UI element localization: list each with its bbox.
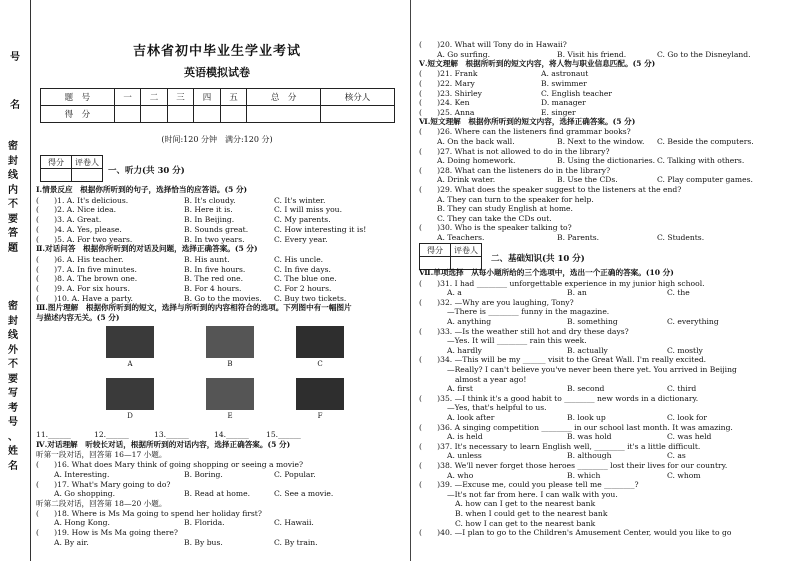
binding-strip bbox=[0, 0, 31, 561]
seal-char: 封 bbox=[8, 155, 18, 167]
question-part: ( )31. I had ________ unforgettable experience in my junior high school. bbox=[419, 278, 705, 288]
grader-name-cell: 评卷人 bbox=[72, 156, 103, 169]
picture-label: B bbox=[227, 360, 233, 368]
question-part: B. was hold bbox=[567, 432, 612, 442]
question-part: ( )34. —This will be my ______ visit to the Great Wall. I'm really excited. bbox=[419, 355, 707, 365]
seal-char: 线 bbox=[8, 330, 18, 341]
question-part: B. Go to the movies. bbox=[184, 293, 262, 303]
seal-char: 内 bbox=[8, 184, 18, 196]
score-head-cell: 总 分 bbox=[247, 89, 321, 106]
question-part: C. His uncle. bbox=[274, 254, 324, 264]
question-part: B. when I could get to the nearest bank bbox=[455, 509, 608, 518]
question-part: ( )29. What does the speaker suggest to the listeners at the end? bbox=[419, 185, 682, 194]
question-part: ( )18. Where is Ms Ma going to spend her holiday first? bbox=[36, 508, 262, 518]
question-part: ( )22. Mary bbox=[419, 78, 475, 88]
question-part: A. anything bbox=[447, 317, 492, 326]
question-part: A. is held bbox=[447, 432, 483, 442]
section-title-part: Ⅵ.短文理解 根据你所听到的短文内容，选择正确答案。(5 分) bbox=[419, 117, 636, 127]
question-part: ( )35. —I think it's a good habit to ________ new words in a dictionary. bbox=[419, 393, 699, 403]
question-part: ( )26. Where can the listeners find grammar books? bbox=[419, 127, 631, 137]
question-part: C. Go to the Disneyland. bbox=[657, 49, 751, 59]
seal-char: 不 bbox=[8, 359, 18, 370]
question-part: C. as bbox=[667, 451, 686, 461]
question-part: ( )10. A. Have a party. bbox=[36, 293, 133, 303]
seal-char: 考 bbox=[8, 402, 18, 414]
question-part: B. although bbox=[567, 451, 612, 461]
question-part: A. astronaut bbox=[541, 69, 589, 79]
score-row-label: 得 分 bbox=[41, 106, 115, 123]
seal-char: 密 bbox=[8, 141, 18, 152]
question-part: C. In five days. bbox=[274, 264, 331, 274]
question-part: C. mostly bbox=[667, 345, 703, 355]
score-blank-cell[interactable] bbox=[220, 106, 246, 123]
question-part: ( )33. —Is the weather still hot and dry these days? bbox=[419, 326, 629, 336]
question-part: B. For 4 hours. bbox=[184, 284, 242, 293]
question-part: C. Buy two tickets. bbox=[274, 293, 347, 303]
question-part: B. In Beijing. bbox=[184, 215, 235, 225]
seal-char: 外 bbox=[8, 344, 18, 356]
grader-score-blank[interactable] bbox=[41, 169, 72, 182]
question-part: C. Talking with others. bbox=[657, 156, 745, 166]
answer-blank-part: 15.______ bbox=[266, 430, 301, 439]
question-part: C. See a movie. bbox=[274, 489, 334, 499]
picture-label: E bbox=[227, 412, 233, 420]
score-head-cell: 五 bbox=[220, 89, 246, 106]
question-part: A. first bbox=[447, 384, 473, 394]
question-part: A. Teachers. bbox=[437, 233, 485, 242]
seal-char: 线 bbox=[8, 170, 18, 181]
score-blank-cell[interactable] bbox=[167, 106, 193, 123]
question-part: ( )7. A. In five minutes. bbox=[36, 264, 137, 274]
question-part: A. Go surfing. bbox=[437, 49, 491, 59]
question-part: B. The red one. bbox=[184, 274, 244, 284]
question-part: C. I will miss you. bbox=[274, 205, 342, 215]
section-title-part: Ⅲ.图片理解 根据你所听到的短文，选择与所听到的内容相符合的选项。下列图中有一幅图片 bbox=[36, 303, 352, 313]
score-head-cell: 一 bbox=[114, 89, 140, 106]
question-part: C. How interesting it is! bbox=[274, 224, 367, 234]
question-part: B. Boring. bbox=[184, 469, 223, 479]
question-part: ( )40. —I plan to go to the Children's Amusement Center, would you like to go bbox=[419, 528, 732, 538]
question-part: A. a bbox=[447, 288, 462, 298]
question-part: C. everything bbox=[667, 317, 719, 326]
section-title-part: Ⅶ.单项选择 从每小题所给的三个选项中，选出一个正确的答案。(10 分) bbox=[419, 268, 674, 277]
question-part: ( )1. A. It's delicious. bbox=[36, 195, 129, 205]
listening-picture bbox=[106, 326, 154, 358]
question-part: B. an bbox=[567, 288, 587, 298]
question-part: C. Beside the computers. bbox=[657, 137, 754, 146]
question-part: C. Every year. bbox=[274, 234, 328, 244]
question-part: B. Next to the window. bbox=[557, 137, 645, 146]
score-head-cell: 二 bbox=[141, 89, 167, 106]
question-part: E. singer bbox=[541, 107, 576, 117]
time-info: (时间:120 分钟 满分:120 分) bbox=[161, 135, 273, 144]
question-part: A. Doing homework. bbox=[437, 156, 516, 166]
seal-char: 写 bbox=[8, 388, 18, 399]
section-title-part: Ⅱ.对话问答 根据你所听到的对话及问题，选择正确答案。(5 分) bbox=[36, 244, 258, 254]
score-table bbox=[40, 88, 395, 123]
question-part: B. Sounds great. bbox=[184, 224, 249, 234]
seal-char: 要 bbox=[8, 213, 18, 225]
question-part: C. My parents. bbox=[274, 215, 331, 225]
section-title-part: Ⅳ.对话理解 听较长对话，根据所听到的对话内容，选择正确答案。(5 分) bbox=[36, 439, 291, 449]
seal-char: 不 bbox=[8, 199, 18, 210]
question-part: ( )25. Anna bbox=[419, 107, 475, 117]
question-part: B. Read at home. bbox=[184, 489, 250, 499]
question-part: C. For 2 hours. bbox=[274, 284, 332, 293]
question-part: ( )21. Frank bbox=[419, 69, 478, 79]
question-part: C. Students. bbox=[657, 233, 705, 242]
question-part: C. It's winter. bbox=[274, 195, 326, 205]
question-part: A. how can I get to the nearest bank bbox=[455, 499, 596, 509]
question-part: ( )30. Who is the speaker talking to? bbox=[419, 223, 572, 233]
question-part: A. Interesting. bbox=[54, 469, 110, 479]
instruction-part: 听第二段对话，回答第 18—20 小题。 bbox=[36, 498, 167, 508]
listening-picture bbox=[106, 378, 154, 410]
grader-score-cell: 得分 bbox=[420, 244, 451, 257]
question-part: A. look after bbox=[447, 413, 495, 422]
question-part: ( )2. A. Nice idea. bbox=[36, 205, 117, 215]
question-part: B. Use the CDs. bbox=[557, 175, 618, 185]
question-part: ( )24. Ken bbox=[419, 98, 470, 108]
question-part: B. which bbox=[567, 470, 601, 480]
score-head-cell: 题 号 bbox=[41, 89, 115, 106]
question-part: B. Parents. bbox=[557, 233, 600, 242]
question-part: C. Hawaii. bbox=[274, 518, 314, 528]
right-column bbox=[410, 0, 791, 561]
listening-picture bbox=[206, 326, 254, 358]
question-part: B. look up bbox=[567, 413, 606, 422]
grader-name-cell: 评卷人 bbox=[451, 244, 482, 257]
listening-picture bbox=[206, 378, 254, 410]
question-part: ( )8. A. The brown one. bbox=[36, 274, 138, 284]
listening-picture bbox=[296, 326, 344, 358]
question-part: B. By bus. bbox=[184, 537, 223, 547]
score-blank-cell[interactable] bbox=[321, 106, 395, 123]
seal-char: 姓 bbox=[8, 446, 18, 457]
question-part: A. Go shopping. bbox=[54, 489, 116, 499]
answer-blank-part: 12.______ bbox=[94, 430, 129, 439]
answer-blank-part: 14.______ bbox=[214, 430, 249, 439]
left-column bbox=[36, 0, 398, 561]
question-part: ( )9. A. For six hours. bbox=[36, 284, 130, 293]
question-part: C. Play computer games. bbox=[657, 175, 753, 185]
question-part: B. actually bbox=[567, 345, 608, 355]
question-part: —Really? I can't believe you've never been there yet. You arrived in Beijing bbox=[447, 365, 737, 374]
seal-char: 号 bbox=[8, 417, 18, 428]
question-part: ( )27. What is not allowed to do in the library? bbox=[419, 146, 610, 156]
question-part: C. By train. bbox=[274, 537, 318, 547]
question-part: B. second bbox=[567, 384, 605, 394]
answer-blank-part: 13.______ bbox=[154, 430, 189, 439]
question-part: B. It's cloudy. bbox=[184, 195, 236, 205]
score-blank-cell[interactable] bbox=[141, 106, 167, 123]
section-title-part: Ⅴ.短文理解 根据所听到的短文内容，将人物与职业信息匹配。(5 分) bbox=[419, 59, 656, 69]
exam-subtitle: 英语模拟试卷 bbox=[184, 66, 250, 79]
question-part: A. unless bbox=[447, 451, 482, 461]
question-part: ( )23. Shirley bbox=[419, 88, 482, 98]
question-part: ( )4. A. Yes, please. bbox=[36, 224, 122, 234]
question-part: ( )3. A. Great. bbox=[36, 215, 102, 225]
seal-char: 答 bbox=[8, 228, 18, 239]
question-part: A. Hong Kong. bbox=[54, 518, 110, 528]
grader-score-cell: 得分 bbox=[41, 156, 72, 169]
answer-blank-part: 11.______ bbox=[36, 430, 71, 439]
exam-title: 吉林省初中毕业生学业考试 bbox=[132, 44, 301, 59]
question-part: ( )36. A singing competition ________ in our school last month. It was amazing. bbox=[419, 422, 733, 432]
instruction-part: 听第一段对话，回答第 16—17 小题。 bbox=[36, 450, 167, 460]
question-part: C. whom bbox=[667, 470, 701, 480]
score-head-cell: 三 bbox=[167, 89, 193, 106]
seal-char: 密 bbox=[8, 301, 18, 312]
score-head-cell: 核分人 bbox=[321, 89, 395, 106]
question-part: A. Drink water. bbox=[437, 175, 496, 185]
question-part: C. The blue one. bbox=[274, 274, 337, 284]
question-part: ( )32. —Why are you laughing, Tony? bbox=[419, 297, 574, 307]
question-part: ( )37. It's necessary to learn English well, ________ it's a little difficult. bbox=[419, 441, 701, 451]
picture-label: F bbox=[317, 412, 323, 420]
question-part: B. In two years. bbox=[184, 234, 245, 244]
section-title-part: 与描述内容无关。(5 分) bbox=[36, 313, 120, 323]
question-part: B. swimmer bbox=[541, 78, 587, 88]
grader-name-blank[interactable] bbox=[72, 169, 103, 182]
question-part: B. something bbox=[567, 317, 618, 326]
picture-label: A bbox=[127, 360, 133, 368]
question-part: B. Here it is. bbox=[184, 205, 233, 215]
question-part: B. Visit his friend. bbox=[557, 49, 627, 59]
picture-label: D bbox=[127, 412, 133, 420]
question-part: A. By air. bbox=[54, 537, 89, 547]
question-part: B. His aunt. bbox=[184, 254, 230, 264]
grader-box-1 bbox=[40, 155, 103, 182]
question-part: ( )20. What will Tony do in Hawaii? bbox=[419, 40, 567, 49]
question-part: A. who bbox=[447, 470, 474, 480]
question-part: ( )5. A. For two years. bbox=[36, 234, 133, 244]
question-part: —It's not far from here. I can walk with you. bbox=[447, 489, 618, 499]
question-part: B. Florida. bbox=[184, 518, 225, 528]
exam-number-label: 号 bbox=[10, 52, 20, 63]
seal-char: 题 bbox=[8, 242, 18, 254]
question-part: C. how I can get to the nearest bank bbox=[455, 518, 596, 528]
question-part: ( )16. What does Mary think of going shopping or seeing a movie? bbox=[36, 460, 304, 470]
question-part: almost a year ago! bbox=[455, 374, 527, 384]
grader-box-2 bbox=[419, 243, 482, 270]
question-part: B. Using the dictionaries. bbox=[557, 156, 656, 166]
section-title-part: Ⅰ.情景反应 根据你所听到的句子，选择恰当的应答语。(5 分) bbox=[36, 185, 248, 194]
question-part: —Yes, that's helpful to us. bbox=[447, 403, 547, 413]
question-part: C. look for bbox=[667, 413, 707, 422]
question-part: ( )39. —Excuse me, could you please tell me ________? bbox=[419, 480, 639, 490]
listening-picture bbox=[296, 378, 344, 410]
question-part: ( )17. What's Mary going to do? bbox=[36, 479, 171, 489]
question-part: B. They can study English at home. bbox=[437, 204, 573, 214]
question-part: C. was held bbox=[667, 432, 712, 442]
seal-char: 名 bbox=[8, 460, 18, 472]
question-part: A. hardly bbox=[447, 345, 482, 355]
question-part: D. manager bbox=[541, 98, 586, 108]
question-part: ( )28. What can the listeners do in the library? bbox=[419, 165, 611, 175]
question-part: C. English teacher bbox=[541, 88, 613, 98]
question-part: ( )6. A. His teacher. bbox=[36, 254, 124, 264]
score-blank-cell[interactable] bbox=[114, 106, 140, 123]
seal-char: 封 bbox=[8, 315, 18, 327]
question-part: A. They can turn to the speaker for help. bbox=[437, 194, 594, 204]
question-part: ( )19. How is Ms Ma going there? bbox=[36, 528, 178, 537]
question-part: A. On the back wall. bbox=[437, 137, 515, 146]
question-part: B. In five hours. bbox=[184, 264, 246, 274]
question-part: C. the bbox=[667, 288, 690, 298]
question-part: C. Popular. bbox=[274, 469, 316, 479]
question-part: —Yes. It will ________ rain this week. bbox=[447, 336, 587, 346]
question-part: C. They can take the CDs out. bbox=[437, 213, 552, 223]
seal-char: 、 bbox=[8, 431, 18, 443]
seal-char: 要 bbox=[8, 373, 18, 385]
question-part: C. third bbox=[667, 384, 697, 394]
part1-title: 一、听力(共 30 分) bbox=[108, 166, 185, 176]
score-head-cell: 四 bbox=[194, 89, 220, 106]
question-part: —There is ________ funny in the magazine. bbox=[447, 307, 610, 317]
part2-title: 二、基础知识(共 10 分) bbox=[491, 254, 585, 264]
question-part: ( )38. We'll never forget those heroes ________ lost their lives for our country. bbox=[419, 461, 728, 470]
name-label: 名 bbox=[10, 100, 20, 111]
score-blank-cell[interactable] bbox=[194, 106, 220, 123]
score-blank-cell[interactable] bbox=[247, 106, 321, 123]
picture-label: C bbox=[317, 360, 323, 368]
